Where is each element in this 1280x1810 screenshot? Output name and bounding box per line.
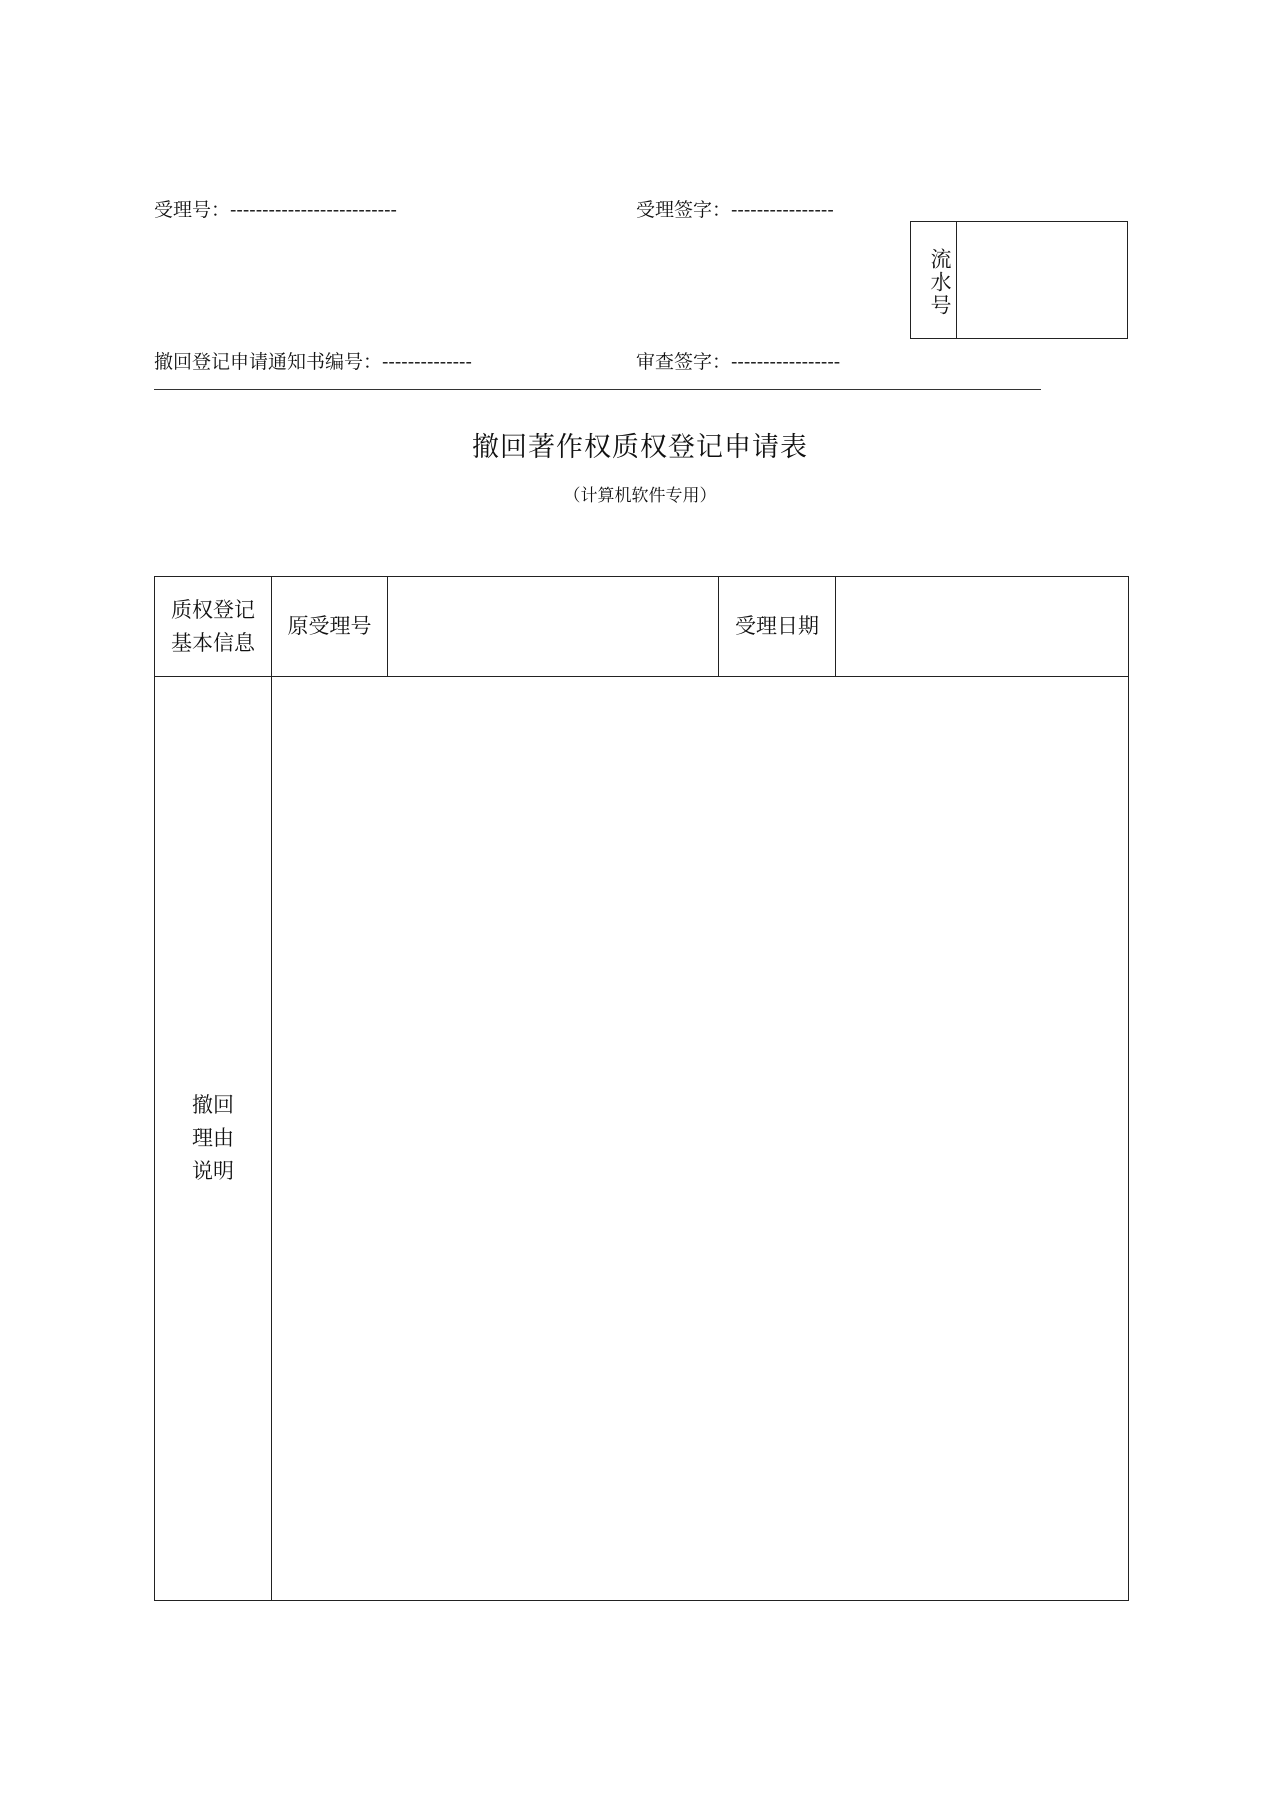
notice-number-label: 撤回登记申请通知书编号： <box>154 351 383 373</box>
accept-date-field[interactable] <box>836 577 1129 677</box>
acceptance-signature-field[interactable]: ---------------- <box>731 199 834 221</box>
withdrawal-form-table <box>154 576 1129 1601</box>
basic-info-label <box>155 577 272 677</box>
acceptance-number-row <box>154 195 397 222</box>
original-number-label: 原受理号 <box>272 577 388 677</box>
basic-info-label-line2: 基本信息 <box>171 630 255 655</box>
page-subtitle: （计算机软件专用） <box>563 486 717 506</box>
page-title: 撤回著作权质权登记申请表 <box>472 432 808 463</box>
review-signature-row <box>636 347 840 374</box>
review-signature-field[interactable]: ----------------- <box>731 351 841 373</box>
acceptance-signature-row <box>636 195 834 222</box>
notice-number-field[interactable]: -------------- <box>382 351 472 373</box>
header-divider <box>154 389 1041 390</box>
withdraw-reason-label-line1: 撤回 <box>192 1093 234 1117</box>
withdraw-reason-label-line2: 理由 <box>192 1126 234 1150</box>
withdraw-reason-field[interactable] <box>272 677 1129 1601</box>
withdraw-reason-label-line3: 说明 <box>192 1159 234 1183</box>
serial-number-label: 流水号 <box>911 222 957 338</box>
notice-number-row <box>154 347 472 374</box>
serial-number-field[interactable] <box>957 222 1127 338</box>
acceptance-number-label: 受理号： <box>154 199 231 221</box>
accept-date-label: 受理日期 <box>719 577 836 677</box>
serial-number-box <box>910 221 1128 339</box>
withdraw-reason-label <box>155 677 272 1601</box>
acceptance-number-field[interactable]: -------------------------- <box>230 199 397 221</box>
review-signature-label: 审查签字： <box>636 351 732 373</box>
original-number-field[interactable] <box>388 577 719 677</box>
acceptance-signature-label: 受理签字： <box>636 199 732 221</box>
basic-info-label-line1: 质权登记 <box>171 597 255 622</box>
